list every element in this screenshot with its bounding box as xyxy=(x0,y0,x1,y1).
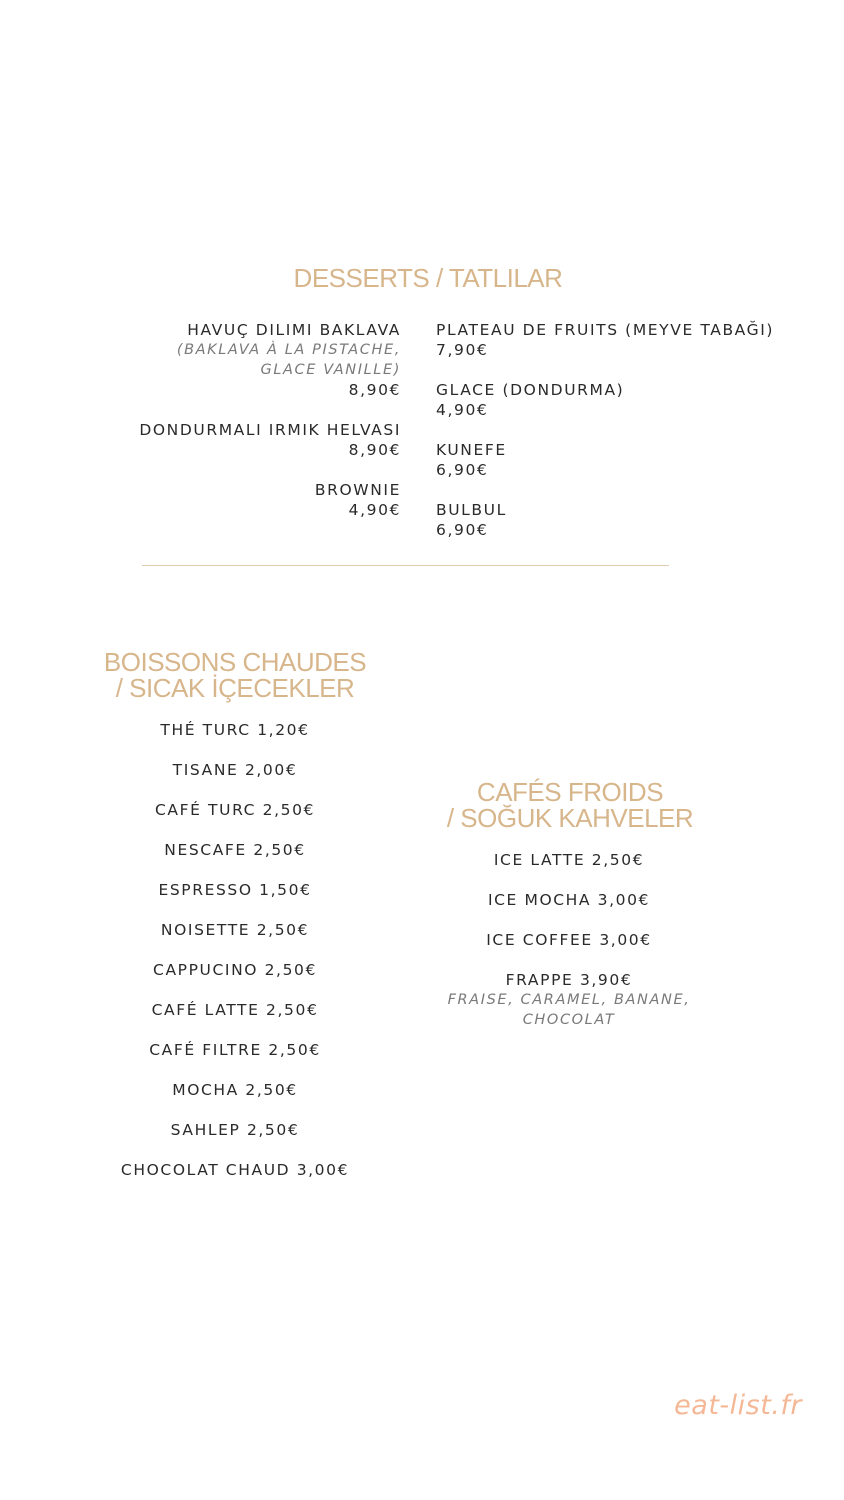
hot-drink-item: ESPRESSO 1,50€ xyxy=(158,881,312,899)
dessert-item xyxy=(139,420,401,460)
hot-drinks-section-title xyxy=(100,649,370,701)
hot-drink-item: CHOCOLAT CHAUD 3,00€ xyxy=(120,1161,350,1179)
dessert-item xyxy=(436,380,624,420)
dessert-item xyxy=(177,320,401,400)
desserts-section-title: DESSERTS / TATLILAR xyxy=(293,263,563,293)
hot-drinks-list xyxy=(85,720,385,1200)
hot-drink-item: CAFÉ TURC 2,50€ xyxy=(155,801,315,819)
frappe-item xyxy=(419,970,719,1030)
dessert-item-price: 8,90€ xyxy=(348,441,401,459)
dessert-item-price: 4,90€ xyxy=(348,501,401,519)
dessert-item-name: GLACE (DONDURMA) xyxy=(436,381,625,399)
hot-drinks-title-line2: / SICAK İÇECEKLER xyxy=(115,673,355,703)
section-divider xyxy=(142,565,669,566)
cold-coffee-item: ICE LATTE 2,50€ xyxy=(493,851,645,869)
cold-coffee-item: ICE MOCHA 3,00€ xyxy=(487,891,651,909)
hot-drinks-title-line1: BOISSONS CHAUDES xyxy=(103,647,367,677)
frappe-item-name: FRAPPE 3,90€ xyxy=(505,971,633,989)
hot-drink-item: CAFÉ LATTE 2,50€ xyxy=(151,1001,319,1019)
dessert-item-name: DONDURMALI IRMIK HELVASI xyxy=(139,421,401,439)
dessert-item xyxy=(315,480,401,520)
cold-coffees-title-line2: / SOĞUK KAHVELER xyxy=(446,803,694,833)
dessert-item-price: 6,90€ xyxy=(436,521,489,539)
hot-drink-item: CAPPUCINO 2,50€ xyxy=(153,961,317,979)
hot-drink-item: SAHLEP 2,50€ xyxy=(170,1121,300,1139)
cold-coffees-list xyxy=(419,850,719,1030)
watermark-logo: eat-list.fr xyxy=(674,1390,802,1421)
cold-coffees-section-title xyxy=(420,779,720,831)
dessert-item-price: 7,90€ xyxy=(436,341,489,359)
dessert-item-price: 4,90€ xyxy=(436,401,489,419)
dessert-item-name: BROWNIE xyxy=(314,481,401,499)
cold-coffee-item: ICE COFFEE 3,00€ xyxy=(486,931,652,949)
dessert-item-note: (BAKLAVA À LA PISTACHE, xyxy=(176,342,401,358)
cold-coffees-title-line1: CAFÉS FROIDS xyxy=(476,777,664,807)
hot-drink-item: THÉ TURC 1,20€ xyxy=(160,721,310,739)
dessert-item-price: 8,90€ xyxy=(348,381,401,399)
dessert-item xyxy=(436,440,507,480)
dessert-item-name: BULBUL xyxy=(436,501,507,519)
hot-drink-item: NESCAFE 2,50€ xyxy=(164,841,306,859)
dessert-item-note: GLACE VANILLE) xyxy=(260,362,401,378)
dessert-item xyxy=(436,320,774,360)
dessert-item-name: KUNEFE xyxy=(436,441,507,459)
dessert-item-name: PLATEAU DE FRUITS (MEYVE TABAĞI) xyxy=(436,321,775,339)
hot-drink-item: NOISETTE 2,50€ xyxy=(160,921,310,939)
hot-drink-item: CAFÉ FILTRE 2,50€ xyxy=(149,1041,321,1059)
dessert-item-name: HAVUÇ DILIMI BAKLAVA xyxy=(187,321,401,339)
dessert-item xyxy=(436,500,507,540)
frappe-item-note: FRAISE, CARAMEL, BANANE, xyxy=(447,992,691,1008)
hot-drink-item: MOCHA 2,50€ xyxy=(172,1081,298,1099)
hot-drink-item: TISANE 2,00€ xyxy=(172,761,298,779)
dessert-item-price: 6,90€ xyxy=(436,461,489,479)
frappe-item-note: CHOCOLAT xyxy=(522,1012,616,1028)
